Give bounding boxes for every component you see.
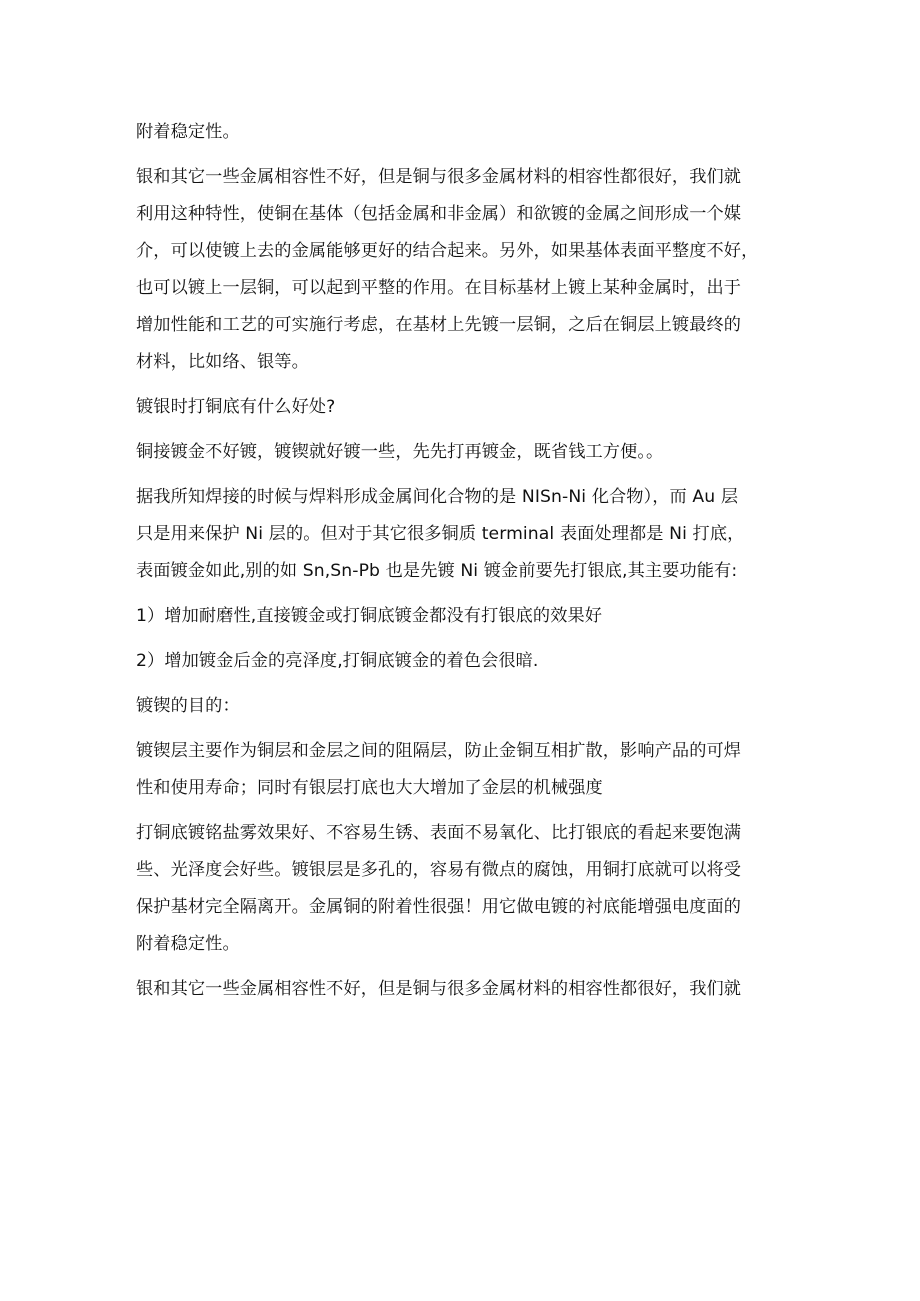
text-line: 只是用来保护 Ni 层的。但对于其它很多铜质 terminal 表面处理都是 Ni 打底， [136,524,745,544]
paragraph-4 [136,434,784,471]
text-line: 表面镀金如此,别的如 Sn,Sn-Pb 也是先镀 Ni 镀金前要先打银底,其主要功能有: [136,561,738,581]
paragraph-11 [136,971,784,1008]
text-line: 也可以镀上一层铜，可以起到平整的作用。在目标基材上镀上某种金属时，出于 [136,278,742,298]
text-line: 附着稳定性。 [136,934,240,954]
text-line: 增加性能和工艺的可实施行考虑，在基材上先镀一层铜，之后在铜层上镀最终的 [136,315,742,335]
text-line: 性和使用寿命；同时有银层打底也大大增加了金层的机械强度 [136,778,603,798]
paragraph-9 [136,733,784,807]
text-line: 银和其它一些金属相容性不好，但是铜与很多金属材料的相容性都很好，我们就 [136,167,742,187]
text-line: 打铜底镀铭盐雾效果好、不容易生锈、表面不易氧化、比打银底的看起来要饱满 [136,823,742,843]
text-line: 镀锲层主要作为铜层和金层之间的阻隔层，防止金铜互相扩散，影响产品的可焊 [136,741,742,761]
text-line: 1）增加耐磨性,直接镀金或打铜底镀金都没有打银底的效果好 [136,606,603,626]
paragraph-8 [136,688,784,725]
paragraph-7 [136,643,784,680]
text-line: 材料，比如络、银等。 [136,352,309,372]
paragraph-6 [136,598,784,635]
text-line: 些、光泽度会好些。镀银层是多孔的，容易有微点的腐蚀，用铜打底就可以将受 [136,860,742,880]
text-line: 保护基材完全隔离开。金属铜的附着性很强！用它做电镀的衬底能增强电度面的 [136,897,742,917]
text-line: 据我所知焊接的时候与焊料形成金属间化合物的是 NISn-Ni 化合物），而 Au 层 [136,487,739,507]
text-line: 镀锲的目的： [136,696,240,716]
text-line: 附着稳定性。 [136,122,240,142]
paragraph-10 [136,815,784,963]
text-line: 银和其它一些金属相容性不好，但是铜与很多金属材料的相容性都很好，我们就 [136,979,742,999]
paragraph-2 [136,159,784,381]
paragraph-3 [136,389,784,426]
text-line: 铜接镀金不好镀，镀锲就好镀一些，先先打再镀金，既省钱工方便。。 [136,442,664,462]
paragraph-1 [136,114,784,151]
text-line: 2）增加镀金后金的亮泽度,打铜底镀金的着色会很暗. [136,651,539,671]
text-line: 镀银时打铜底有什么好处? [136,397,336,417]
document-body [136,114,784,1016]
paragraph-5 [136,479,784,590]
text-line: 介，可以使镀上去的金属能够更好的结合起来。另外，如果基体表面平整度不好， [136,241,759,261]
text-line: 利用这种特性，使铜在基体（包括金属和非金属）和欲镀的金属之间形成一个媒 [136,204,742,224]
